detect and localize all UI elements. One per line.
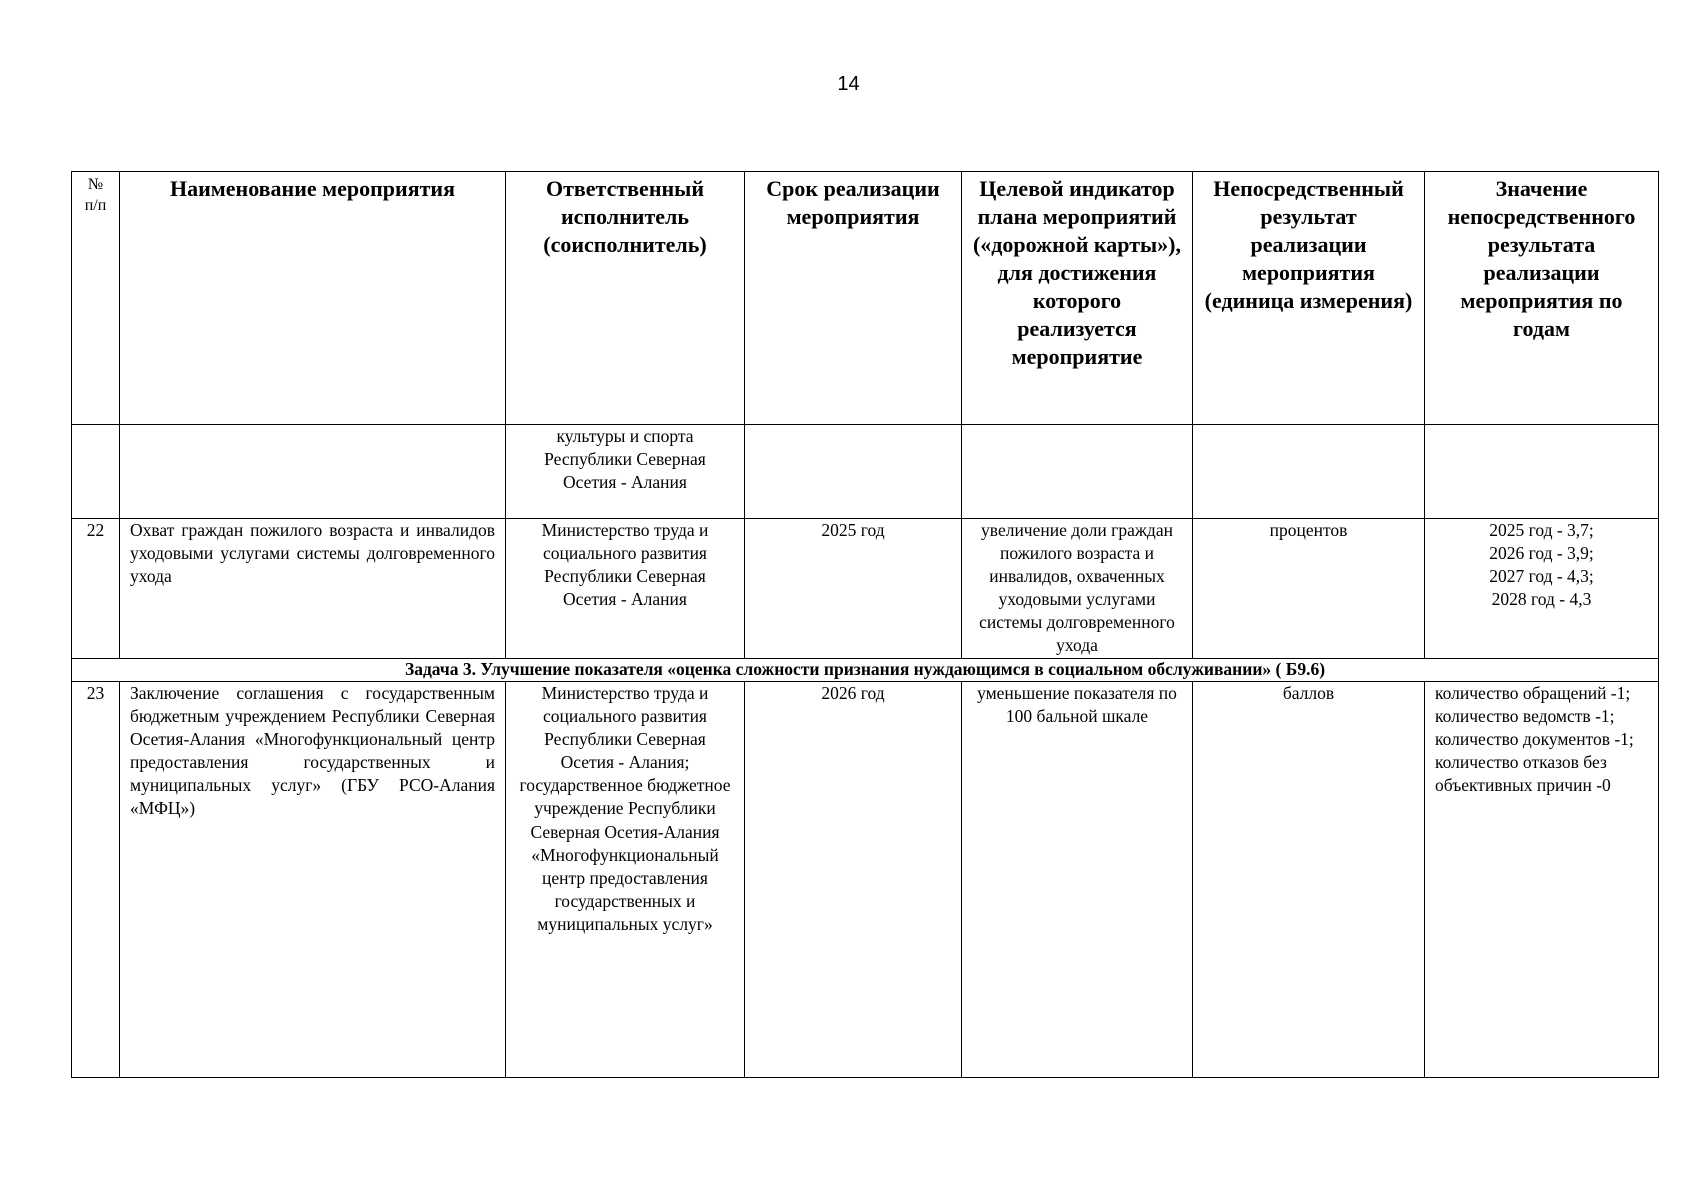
value-line: 2028 год - 4,3: [1491, 589, 1592, 610]
cell-executor: Министерство труда и социального развития Республики Северная Осетия - Алания; государственное бюджетное учреждение Республики Северная Осетия-Алания «Многофункциональный центр предоставления государственных и муниципальных услуг»: [506, 682, 745, 1078]
cell-name: Охват граждан пожилого возраста и инвалидов уходовыми услугами системы долговременного ухода: [120, 519, 506, 659]
cell-values: [1425, 519, 1659, 659]
cell-term: 2025 год: [745, 519, 962, 659]
cell-executor: культуры и спорта Республики Северная Осетия - Алания: [506, 425, 745, 519]
value-line: 2026 год - 3,9;: [1489, 543, 1594, 564]
cell-num: 23: [72, 682, 120, 1078]
cell-num: 22: [72, 519, 120, 659]
page-number: 14: [837, 73, 860, 95]
cell-result: баллов: [1193, 682, 1425, 1078]
cell-empty: [72, 425, 120, 519]
table-header-row: [72, 172, 1659, 425]
header-term: Срок реализации мероприятия: [745, 172, 962, 425]
header-value: Значение непосредственного результата реализации мероприятия по годам: [1425, 172, 1659, 425]
cell-indicator: уменьшение показателя по 100 бальной шкале: [962, 682, 1193, 1078]
value-line: количество отказов без объективных причин -0: [1435, 752, 1611, 796]
value-line: количество документов -1;: [1435, 729, 1634, 750]
table-row-22: [72, 519, 1659, 659]
road-map-table: [71, 171, 1659, 1078]
header-name: Наименование мероприятия: [120, 172, 506, 425]
value-line: 2027 год - 4,3;: [1489, 566, 1594, 587]
cell-values: [1425, 682, 1659, 1078]
cell-indicator: увеличение доли граждан пожилого возраста и инвалидов, охваченных уходовыми услугами системы долговременного ухода: [962, 519, 1193, 659]
cell-empty: [962, 425, 1193, 519]
cell-result: процентов: [1193, 519, 1425, 659]
value-line: количество обращений -1;: [1435, 683, 1631, 703]
header-indicator: Целевой индикатор плана мероприятий («дорожной карты»), для достижения которого реализуется мероприятие: [962, 172, 1193, 425]
cell-term: 2026 год: [745, 682, 962, 1078]
task-3-title: Задача 3. Улучшение показателя «оценка сложности признания нуждающимся в социальном обслуживании» ( Б9.6): [72, 659, 1659, 682]
table-row-continuation: [72, 425, 1659, 519]
cell-empty: [120, 425, 506, 519]
header-num: № п/п: [72, 172, 120, 425]
header-executor: Ответственный исполнитель (соисполнитель): [506, 172, 745, 425]
cell-executor: Министерство труда и социального развития Республики Северная Осетия - Алания: [506, 519, 745, 659]
cell-empty: [745, 425, 962, 519]
task-3-row: [72, 659, 1659, 682]
cell-empty: [1193, 425, 1425, 519]
value-line: количество ведомств -1;: [1435, 706, 1615, 727]
header-result: Непосредственный результат реализации мероприятия (единица измерения): [1193, 172, 1425, 425]
value-line: 2025 год - 3,7;: [1489, 520, 1594, 540]
table-row-23: [72, 682, 1659, 1078]
cell-empty: [1425, 425, 1659, 519]
cell-name: Заключение соглашения с государственным бюджетным учреждением Республики Северная Осетия-Алания «Многофункциональный центр предоставления государственных и муниципальных услуг» (ГБУ РСО-Алания «МФЦ»): [120, 682, 506, 1078]
